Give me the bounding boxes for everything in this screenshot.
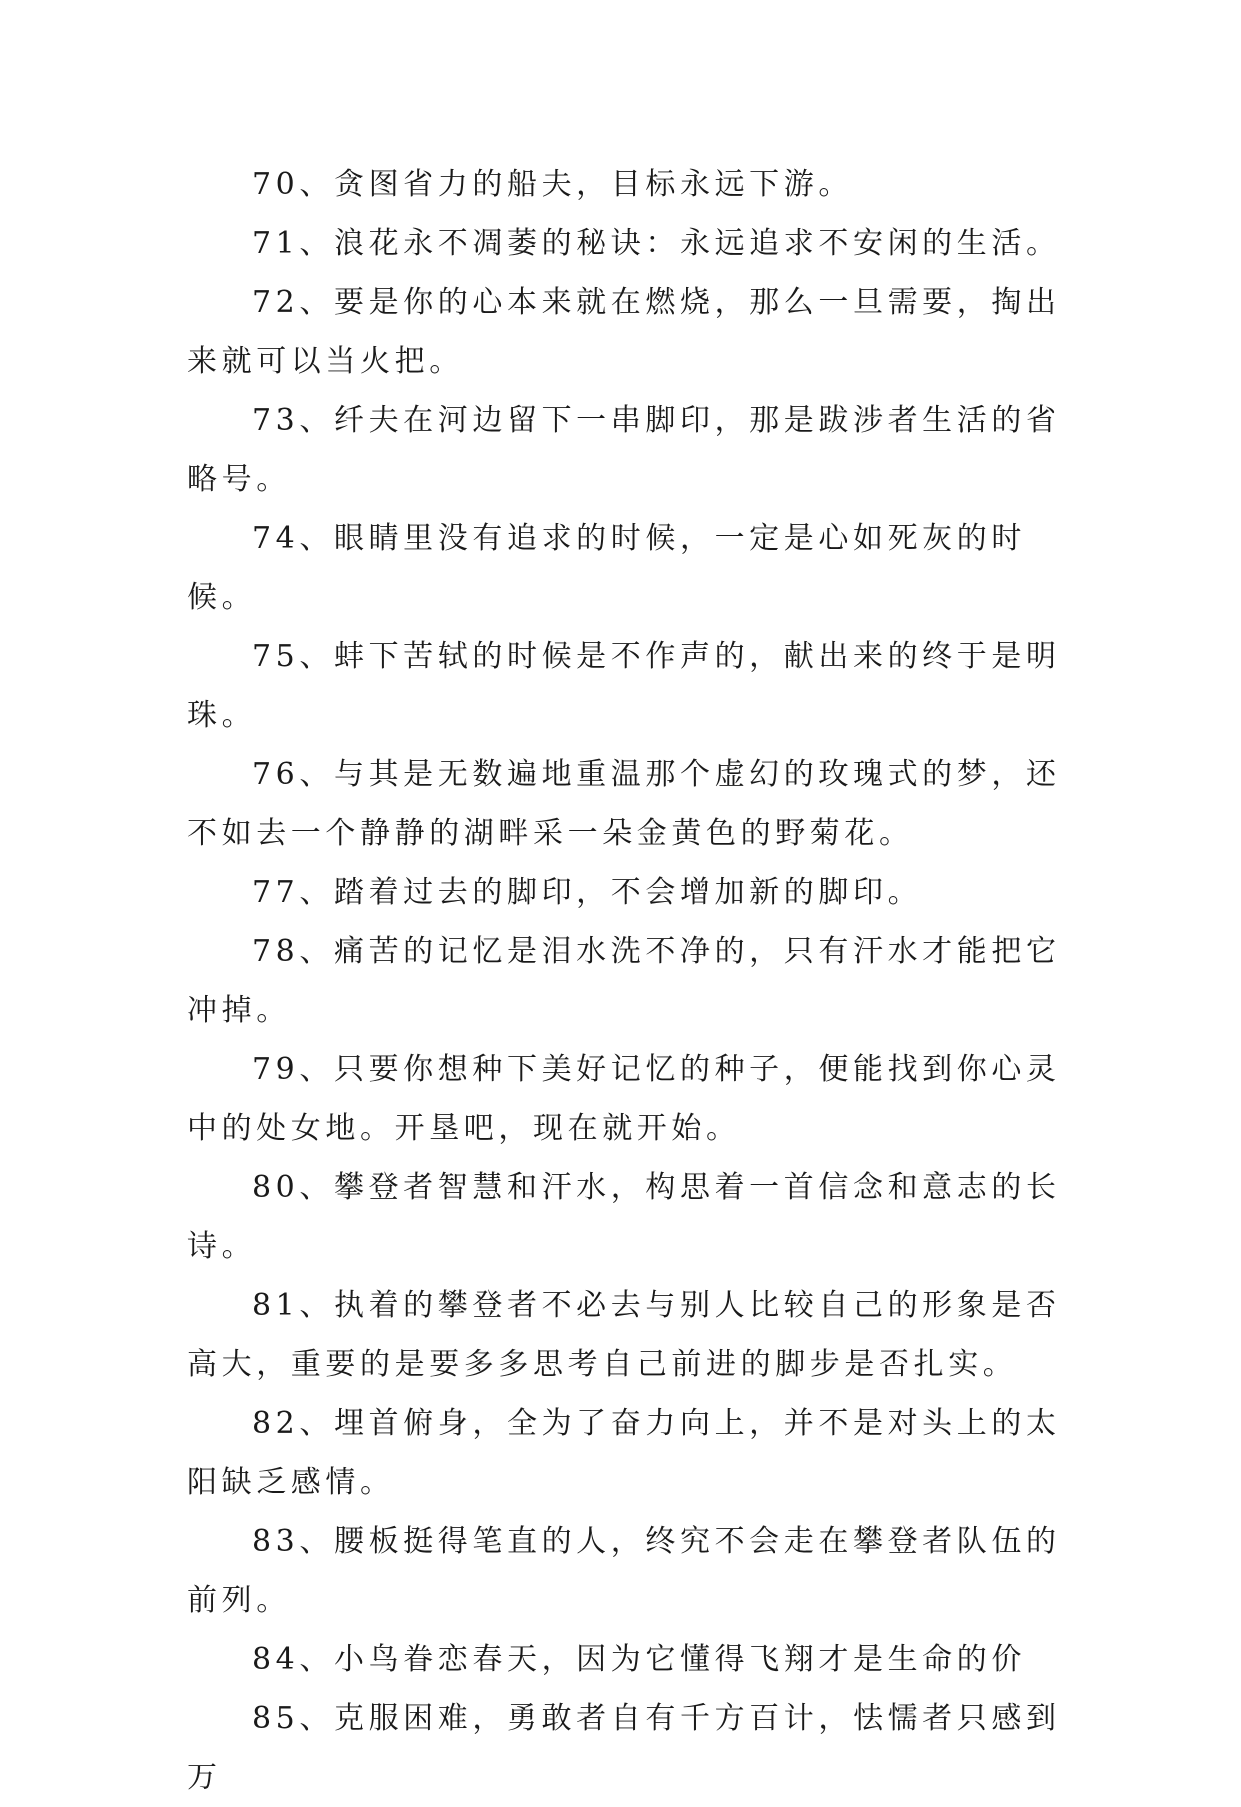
quote-paragraph-75: 75、蚌下苦轼的时候是不作声的，献出来的终于是明珠。 — [187, 639, 1061, 733]
quote-paragraph-82: 82、埋首俯身，全为了奋力向上，并不是对头上的太阳缺乏感情。 — [187, 1406, 1061, 1500]
quote-paragraph-83: 83、腰板挺得笔直的人，终究不会走在攀登者队伍的前列。 — [187, 1524, 1061, 1618]
quote-paragraph-78: 78、痛苦的记忆是泪水洗不净的，只有汗水才能把它冲掉。 — [187, 934, 1061, 1028]
quote-paragraph-76: 76、与其是无数遍地重温那个虚幻的玫瑰式的梦，还不如去一个静静的湖畔采一朵金黄色的野菊花。 — [187, 757, 1061, 851]
quote-paragraph-71: 71、浪花永不凋萎的秘诀：永远追求不安闲的生活。 — [252, 226, 1061, 261]
quote-paragraph-70: 70、贪图省力的船夫，目标永远下游。 — [252, 167, 853, 202]
quote-paragraph-77: 77、踏着过去的脚印，不会增加新的脚印。 — [252, 875, 923, 910]
document-body — [187, 155, 1062, 1807]
quote-paragraph-79: 79、只要你想种下美好记忆的种子，便能找到你心灵中的处女地。开垦吧，现在就开始。 — [187, 1052, 1061, 1146]
quote-paragraph-73: 73、纤夫在河边留下一串脚印，那是跋涉者生活的省略号。 — [187, 403, 1061, 497]
quote-paragraph-81: 81、执着的攀登者不必去与别人比较自己的形象是否高大，重要的是要多多思考自己前进的脚步是否扎实。 — [187, 1288, 1061, 1382]
quote-paragraph-84: 84、小鸟眷恋春天，因为它懂得飞翔才是生命的价 — [252, 1642, 1026, 1677]
quote-paragraph-74: 74、眼睛里没有追求的时候，一定是心如死灰的时候。 — [187, 521, 1026, 615]
quote-paragraph-72: 72、要是你的心本来就在燃烧，那么一旦需要，掏出来就可以当火把。 — [187, 285, 1061, 379]
quote-paragraph-80: 80、攀登者智慧和汗水，构思着一首信念和意志的长诗。 — [187, 1170, 1061, 1264]
quote-paragraph-85: 85、克服困难，勇敢者自有千方百计，怯懦者只感到万 — [187, 1701, 1061, 1795]
